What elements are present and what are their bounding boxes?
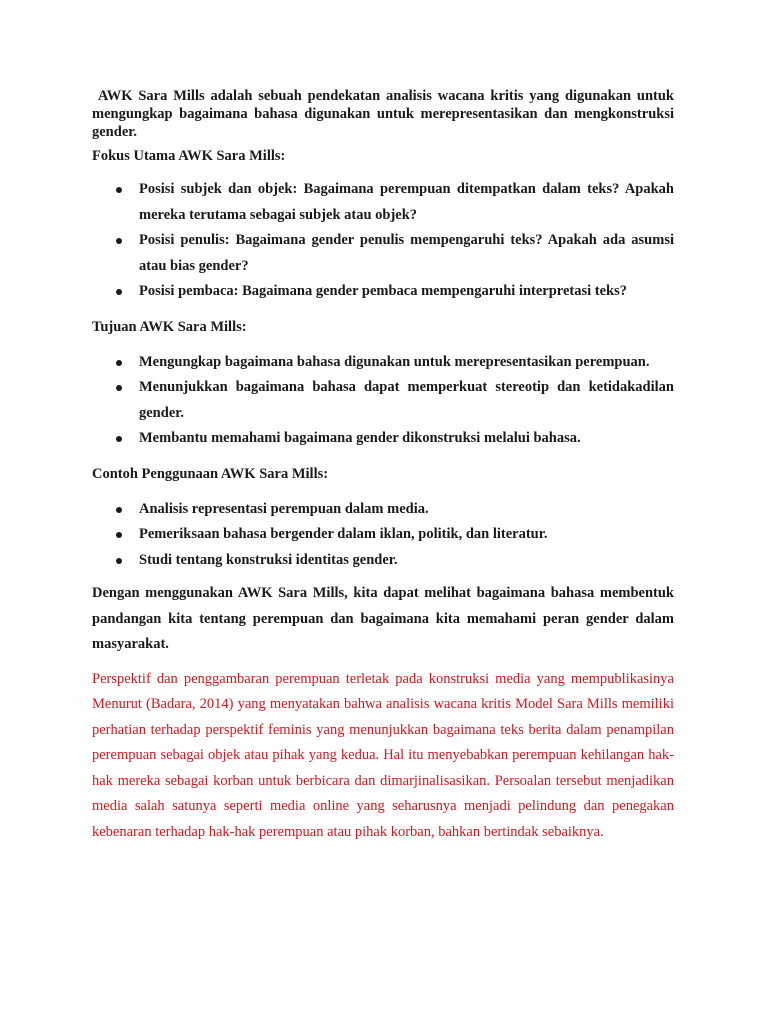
bullet-icon [116,360,122,366]
bullet-icon [116,385,122,391]
red-paragraph: Perspektif dan penggambaran perempuan terletak pada konstruksi media yang mempublikasinya Menurut (Badara, 2014) yang menyatakan bahwa analisis wacana kritis Model Sara Mills memiliki perhatian terhadap perspektif feminis yang menunjukkan bagaimana teks berita dalam penampilan perempuan sebagai objek atau pihak yang kedua. Hal itu menyebabkan perempuan kehilangan hak-hak mereka sebagai korban untuk berbicara dan dimarjinalisasikan. Persoalan tersebut menjadikan media salah satunya seperti media online yang seharusnya menjadi pelindung dan penegakan kebenaran terhadap hak-hak perempuan atau pihak korban, bahkan bertindak sebaiknya. [92,670,674,840]
bullet-icon [116,187,122,193]
list-item: Membantu memahami bagaimana gender dikonstruksi melalui bahasa. [92,426,674,452]
section-heading-fokus: Fokus Utama AWK Sara Mills: [92,148,286,164]
bullet-icon [116,289,122,295]
section-heading-tujuan: Tujuan AWK Sara Mills: [92,318,247,335]
list-item: Posisi subjek dan objek: Bagaimana perempuan ditempatkan dalam teks? Apakah mereka terutama sebagai subjek atau objek? [92,177,674,228]
section-heading-contoh: Contoh Penggunaan AWK Sara Mills: [92,465,329,482]
list-fokus [92,177,674,305]
bullet-icon [116,436,122,442]
list-tujuan [92,350,674,452]
list-item: Posisi pembaca: Bagaimana gender pembaca mempengaruhi interpretasi teks? [92,279,674,305]
list-item: Posisi penulis: Bagaimana gender penulis mempengaruhi teks? Apakah ada asumsi atau bias gender? [92,228,674,279]
bullet-icon [116,507,122,513]
bullet-icon [116,532,122,538]
list-item: Pemeriksaan bahasa bergender dalam iklan, politik, dan literatur. [92,522,674,548]
document-page [92,87,674,845]
list-item: Mengungkap bagaimana bahasa digunakan untuk merepresentasikan perempuan. [92,350,674,376]
intro-paragraph: AWK Sara Mills adalah sebuah pendekatan analisis wacana kritis yang digunakan untuk mengungkap bagaimana bahasa digunakan untuk merepresentasikan dan mengkonstruksi gender. [92,88,674,140]
bullet-icon [116,558,122,564]
list-item: Studi tentang konstruksi identitas gender. [92,548,674,574]
conclusion-paragraph: Dengan menggunakan AWK Sara Mills, kita dapat melihat bagaimana bahasa membentuk pandangan kita tentang perempuan dan bagaimana kita memahami peran gender dalam masyarakat. [92,585,674,652]
list-item: Analisis representasi perempuan dalam media. [92,497,674,523]
list-item: Menunjukkan bagaimana bahasa dapat memperkuat stereotip dan ketidakadilan gender. [92,375,674,426]
bullet-icon [116,238,122,244]
list-contoh [92,497,674,574]
